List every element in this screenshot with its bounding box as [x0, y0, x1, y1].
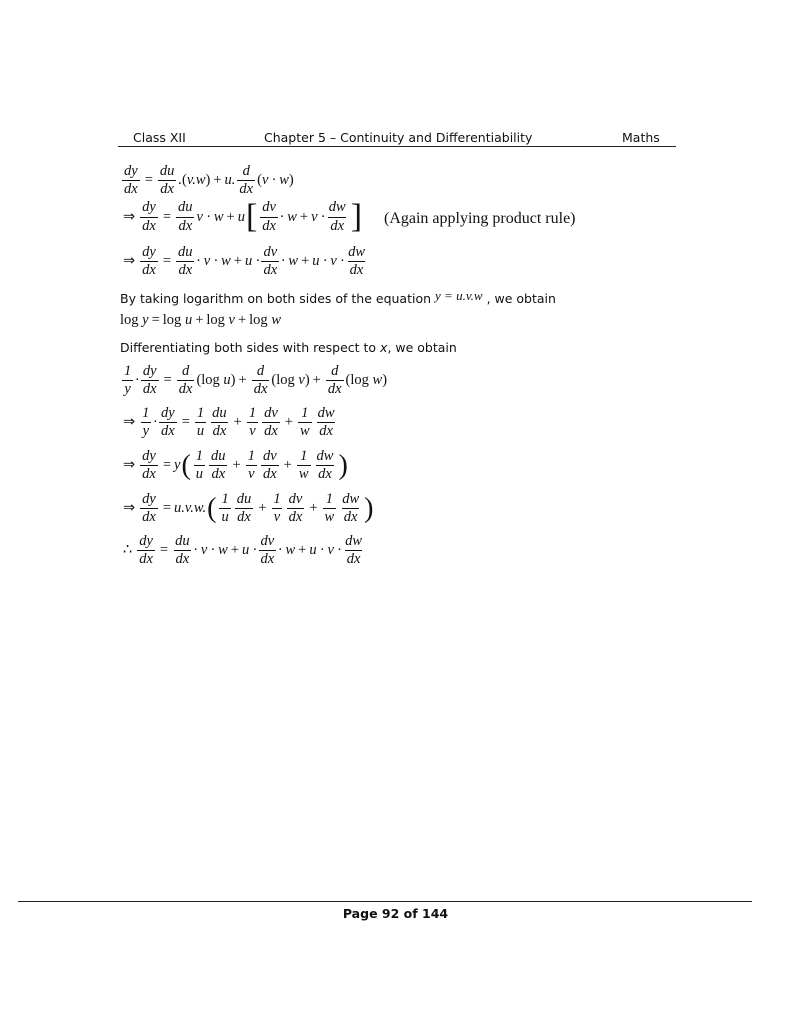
- log-intro-equation: y = u.v.w: [435, 288, 483, 303]
- equation-log: log y = log u + log v + log w: [120, 312, 281, 328]
- footer-rule: [18, 901, 752, 902]
- differentiating-variable: x: [380, 340, 388, 355]
- equation-product-rule-1: $\frac{dy}{dx}$ = $\frac{du}{dx}$ .(v.w) + u. $\frac{d}{dx}$ (v · w): [124, 163, 294, 198]
- header-class-label: Class XII: [133, 130, 186, 145]
- log-intro-suffix: , we obtain: [486, 291, 556, 306]
- equation-product-rule-2: ⇒ $\frac{dy}{dx}$ = $\frac{du}{dx}$ v · w + u [ $\frac{dv}{dx}$ · w + v · $\frac{dw}{dx}$ ]: [123, 198, 363, 235]
- equation-log-derivative-4: ⇒ $\frac{dy}{dx}$ = u.v.w. ( $\frac{1}{u}$ $\frac{du}{dx}$ + $\frac{1}{v}$ $\frac{dv}{dx}$ + $\frac{1}{w}$ $\frac{dw}{dx}$ ): [123, 491, 374, 526]
- log-intro-prefix: By taking logarithm on both sides of the equation: [120, 291, 432, 306]
- header-rule: [118, 146, 676, 147]
- differentiating-text: [120, 340, 457, 355]
- page-number: Page 92 of 144: [342, 906, 449, 921]
- header-chapter-title: Chapter 5 – Continuity and Differentiability: [264, 130, 533, 145]
- equation-log-derivative-1: $\frac{1}{y}$ · $\frac{dy}{dx}$ = $\frac{d}{dx}$ (log u) + $\frac{d}{dx}$ (log v) + $\frac{d}{dx}$ (log w): [124, 363, 388, 398]
- header-subject: Maths: [622, 130, 660, 145]
- equation-log-derivative-2: ⇒ $\frac{1}{y}$ · $\frac{dy}{dx}$ = $\frac{1}{u}$ $\frac{du}{dx}$ + $\frac{1}{v}$ $\frac{dv}{dx}$ + $\frac{1}{w}$ $\frac{dw}{dx}$: [123, 405, 335, 440]
- product-rule-note: (Again applying product rule): [384, 210, 576, 227]
- log-intro-text: [120, 288, 556, 307]
- differentiating-suffix: , we obtain: [387, 340, 457, 355]
- equation-log-conclusion: ∴ $\frac{dy}{dx}$ = $\frac{du}{dx}$ · v · w + u · $\frac{dv}{dx}$ · w + u · v · $\frac{dw}{dx}$: [123, 533, 363, 568]
- equation-product-rule-3: ⇒ $\frac{dy}{dx}$ = $\frac{du}{dx}$ · v · w + u · $\frac{dv}{dx}$ · w + u · v · $\frac{dw}{dx}$: [123, 244, 365, 279]
- equation-log-derivative-3: ⇒ $\frac{dy}{dx}$ = y ( $\frac{1}{u}$ $\frac{du}{dx}$ + $\frac{1}{v}$ $\frac{dv}{dx}$ + $\frac{1}{w}$ $\frac{dw}{dx}$ ): [123, 448, 348, 483]
- differentiating-prefix: Differentiating both sides with respect to: [120, 340, 381, 355]
